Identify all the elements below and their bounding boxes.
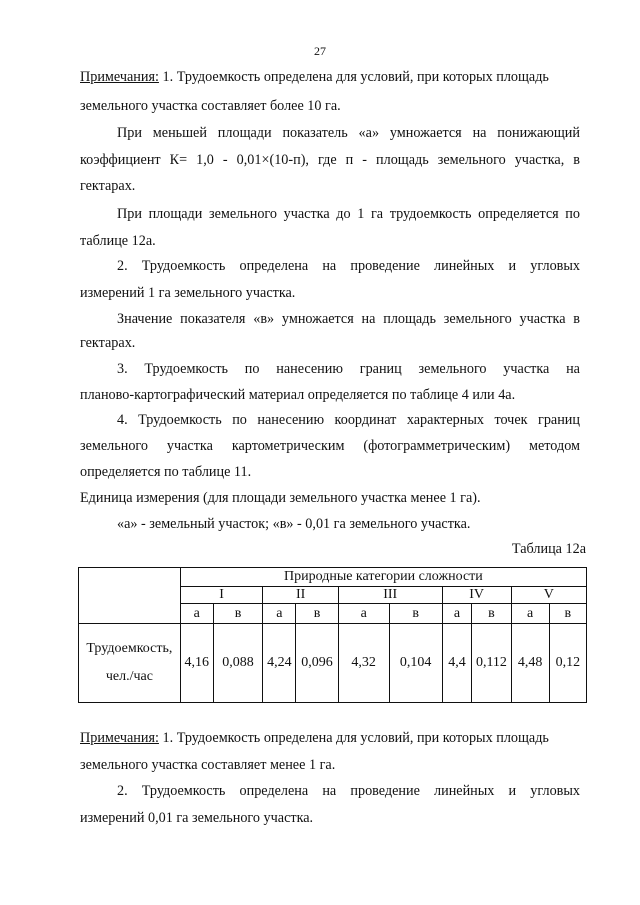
notes-label: Примечания: bbox=[80, 730, 159, 746]
note-line: Единица измерения (для площади земельного участка менее 1 га). bbox=[80, 490, 481, 506]
subheader-cell: а bbox=[180, 604, 213, 624]
table-caption: Таблица 12а bbox=[511, 541, 586, 557]
category-header: I bbox=[180, 587, 263, 604]
value-cell: 4,24 bbox=[263, 624, 296, 703]
note-line: измерений 1 га земельного участка. bbox=[80, 285, 296, 301]
note-line: планово-картографический материал определяется по таблице 4 или 4а. bbox=[80, 387, 516, 403]
category-header: II bbox=[263, 587, 338, 604]
category-header: IV bbox=[442, 587, 511, 604]
note-line: 2. Трудоемкость определена на проведение линейных и угловых bbox=[117, 783, 580, 799]
subheader-cell: а bbox=[511, 604, 549, 624]
note-text: 1. Трудоемкость определена для условий, при которых площадь bbox=[158, 69, 549, 85]
note-line: 4. Трудоемкость по нанесению координат характерных точек границ bbox=[117, 412, 580, 428]
subheader-cell: а bbox=[263, 604, 296, 624]
value-cell: 0,12 bbox=[549, 624, 586, 703]
value-cell: 0,096 bbox=[296, 624, 338, 703]
note-line bbox=[80, 729, 549, 747]
table-row bbox=[79, 624, 587, 703]
subheader-cell: в bbox=[213, 604, 263, 624]
note-line: измерений 0,01 га земельного участка. bbox=[80, 810, 314, 826]
note-line: определяется по таблице 11. bbox=[80, 464, 252, 480]
row-label: Трудоемкость, bbox=[86, 641, 173, 656]
note-line: При площади земельного участка до 1 га трудоемкость определяется по bbox=[117, 206, 580, 222]
note-line: «а» - земельный участок; «в» - 0,01 га земельного участка. bbox=[117, 516, 471, 532]
subheader-cell: а bbox=[442, 604, 472, 624]
note-line: гектарах. bbox=[80, 335, 136, 351]
note-line: таблице 12а. bbox=[80, 233, 156, 249]
corner-cell bbox=[79, 568, 181, 624]
value-cell: 4,48 bbox=[511, 624, 549, 703]
note-line: земельного участка составляет более 10 га. bbox=[80, 98, 341, 114]
labor-table bbox=[78, 567, 587, 703]
subheader-cell: в bbox=[296, 604, 338, 624]
note-line: земельного участка картометрическим (фотограмметрическим) методом bbox=[80, 438, 580, 454]
row-label-cell bbox=[79, 624, 181, 703]
value-cell: 0,088 bbox=[213, 624, 263, 703]
value-cell: 4,16 bbox=[180, 624, 213, 703]
category-header: V bbox=[511, 587, 586, 604]
value-cell: 0,112 bbox=[472, 624, 511, 703]
note-text: 1. Трудоемкость определена для условий, при которых площадь bbox=[158, 730, 549, 746]
category-header: III bbox=[338, 587, 442, 604]
value-cell: 4,32 bbox=[338, 624, 389, 703]
note-line: 3. Трудоемкость по нанесению границ земельного участка на bbox=[117, 361, 580, 377]
subheader-cell: в bbox=[472, 604, 511, 624]
note-line bbox=[80, 68, 549, 86]
note-line: коэффициент К= 1,0 - 0,01×(10-п), где п - площадь земельного участка, в bbox=[80, 152, 580, 168]
subheader-cell: в bbox=[389, 604, 442, 624]
notes-label: Примечания: bbox=[80, 69, 159, 85]
page-number: 27 bbox=[314, 44, 326, 58]
row-unit: чел./час bbox=[105, 669, 153, 684]
note-line: гектарах. bbox=[80, 178, 136, 194]
note-line: земельного участка составляет менее 1 га. bbox=[80, 757, 336, 773]
group-header: Природные категории сложности bbox=[180, 568, 586, 587]
subheader-cell: в bbox=[549, 604, 586, 624]
value-cell: 0,104 bbox=[389, 624, 442, 703]
note-line: Значение показателя «в» умножается на площадь земельного участка в bbox=[117, 311, 580, 327]
value-cell: 4,4 bbox=[442, 624, 472, 703]
note-line: 2. Трудоемкость определена на проведение линейных и угловых bbox=[117, 258, 580, 274]
subheader-cell: а bbox=[338, 604, 389, 624]
note-line: При меньшей площади показатель «а» умножается на понижающий bbox=[117, 125, 580, 141]
